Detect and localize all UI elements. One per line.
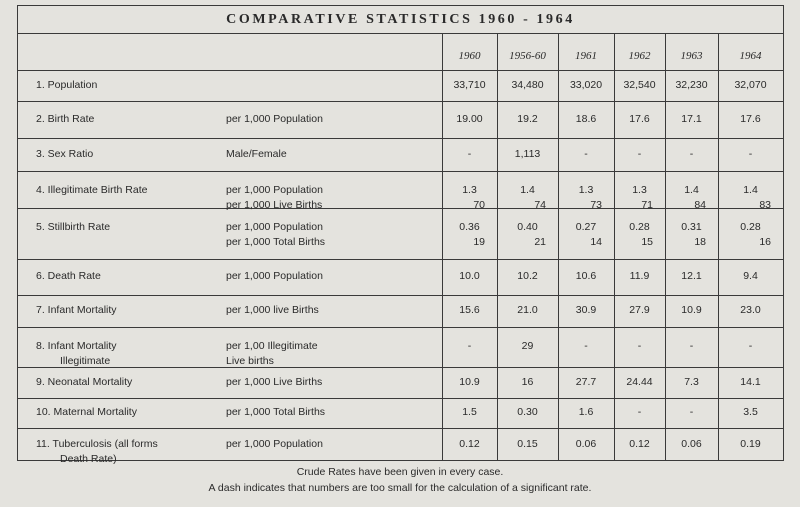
column-header-1961: 1961 [575,50,597,62]
table-cell-secondary: 70 [473,199,485,211]
table-cell: 34,480 [511,79,544,91]
table-cell: 0.30 [517,406,538,418]
table-cell: 0.12 [459,438,480,450]
table-cell: 7.3 [684,376,699,388]
table-cell: - [637,406,642,418]
table-cell: 24.44 [626,376,653,388]
table-cell: 16 [521,376,534,388]
table-cell: - [637,340,642,352]
table-cell: 11.9 [629,270,650,282]
table-cell: 1,113 [514,148,541,160]
table-cell: 18.6 [575,113,597,125]
column-header-1964: 1964 [739,50,762,62]
table-cell: 32,070 [734,79,767,91]
table-cell-secondary: 73 [590,199,602,211]
row-unit: per 1,00 Illegitimate [226,340,318,352]
table-cell: 1.4 [743,184,758,196]
table-cell: - [637,148,642,160]
row-label: 8. Infant Mortality [36,340,117,352]
row-label: 11. Tuberculosis (all forms [36,438,158,450]
row-label: 6. Death Rate [36,270,101,282]
table-cell: 0.06 [575,438,597,450]
table-cell-secondary: 14 [590,236,602,248]
table-cell: 17.1 [681,113,702,125]
row-label: 3. Sex Ratio [36,148,94,160]
table-cell-secondary: 15 [641,236,653,248]
header-divider [18,70,783,71]
table-cell: 33,710 [453,79,486,91]
row-label: 5. Stillbirth Rate [36,221,111,233]
table-title: COMPARATIVE STATISTICS 1960 - 1964 [18,6,783,34]
table-cell-secondary: 16 [759,236,771,248]
table-cell-secondary: 18 [694,236,706,248]
table-cell: 17.6 [740,113,761,125]
table-cell: - [689,406,694,418]
table-cell: - [467,340,472,352]
footnote-dash-meaning: A dash indicates that numbers are too small for the calculation of a significant rate. [208,482,592,494]
table-cell: - [584,340,588,352]
row-unit: per 1,000 live Births [226,304,319,316]
table-cell: 10.9 [459,376,480,388]
row-divider [18,171,783,172]
row-unit: per 1,000 Population [226,184,323,196]
statistics-table [17,5,784,465]
table-cell: 27.7 [575,376,597,388]
table-cell: 27.9 [629,304,650,316]
row-divider [18,367,783,368]
row-label-continued: Death Rate) [60,453,117,465]
row-unit: per 1,000 Population [226,221,323,233]
row-unit: per 1,000 Total Births [226,406,326,418]
table-cell: 1.3 [632,184,647,196]
table-cell: 0.06 [681,438,702,450]
table-cell: 30.9 [575,304,597,316]
table-cell: 19.2 [517,113,538,125]
table-cell: 3.5 [743,406,758,418]
table-cell: 1.6 [578,406,594,418]
row-unit-secondary: per 1,000 Live Births [226,199,323,211]
table-cell: - [584,148,588,160]
table-cell: 19.00 [456,113,483,125]
table-cell: 0.36 [459,221,480,233]
table-cell: 0.12 [629,438,650,450]
table-cell: 10.6 [575,270,597,282]
table-cell: 29 [521,340,534,352]
table-cell: 32,540 [623,79,656,91]
table-cell: 1.4 [520,184,535,196]
row-divider [18,327,783,328]
row-unit: per 1,000 Live Births [226,376,323,388]
table-cell: 21.0 [517,304,538,316]
table-cell: 1.3 [578,184,594,196]
table-cell: 33,020 [569,79,603,91]
row-divider [18,398,783,399]
table-cell: 0.31 [681,221,702,233]
row-unit-secondary: per 1,000 Total Births [226,236,326,248]
table-cell: 10.0 [459,270,480,282]
table-cell: 0.28 [740,221,761,233]
table-cell-secondary: 84 [694,199,706,211]
table-cell-secondary: 83 [759,199,771,211]
table-cell: - [689,340,694,352]
table-cell: 1.5 [462,406,477,418]
table-cell: - [467,148,472,160]
table-cell: 10.2 [517,270,538,282]
column-header-1963: 1963 [680,50,703,62]
table-cell: 17.6 [629,113,650,125]
row-unit: per 1,000 Population [226,270,323,282]
table-cell: 0.40 [517,221,538,233]
row-unit: per 1,000 Population [226,113,323,125]
row-divider [18,101,783,102]
row-label: 2. Birth Rate [36,113,95,125]
table-cell: - [689,148,694,160]
row-unit-secondary: Live births [226,355,274,367]
table-cell-secondary: 19 [473,236,485,248]
table-cell: 0.15 [517,438,538,450]
table-cell: 0.28 [629,221,650,233]
table-cell: 14.1 [740,376,761,388]
table-cell: 23.0 [740,304,761,316]
table-cell: 0.19 [740,438,761,450]
table-cell-secondary: 74 [534,199,546,211]
row-label: 9. Neonatal Mortality [36,376,133,388]
row-divider [18,259,783,260]
column-header-195660: 1956-60 [509,50,546,62]
column-header-1962: 1962 [628,50,651,62]
row-divider [18,138,783,139]
table-cell: 0.27 [575,221,597,233]
table-cell-secondary: 21 [534,236,546,248]
column-header-1960: 1960 [458,50,481,62]
row-divider [18,428,783,429]
row-label-continued: Illegitimate [60,355,111,367]
table-cell: 12.1 [681,270,702,282]
row-label: 7. Infant Mortality [36,304,117,316]
row-unit: per 1,000 Population [226,438,323,450]
row-label: 10. Maternal Mortality [36,406,137,418]
table-cell: 15.6 [459,304,480,316]
row-unit: Male/Female [226,148,287,160]
table-cell: 9.4 [743,270,758,282]
row-divider [18,295,783,296]
table-cell-secondary: 71 [641,199,653,211]
row-label: 4. Illegitimate Birth Rate [36,184,148,196]
row-label: 1. Population [36,79,98,91]
table-cell: - [748,148,753,160]
table-cell: 32,230 [675,79,708,91]
table-cell: 1.3 [462,184,477,196]
table-cell: 10.9 [681,304,702,316]
footnote-crude-rates: Crude Rates have been given in every case. [296,466,504,478]
table-cell: - [748,340,753,352]
table-cell: 1.4 [684,184,699,196]
